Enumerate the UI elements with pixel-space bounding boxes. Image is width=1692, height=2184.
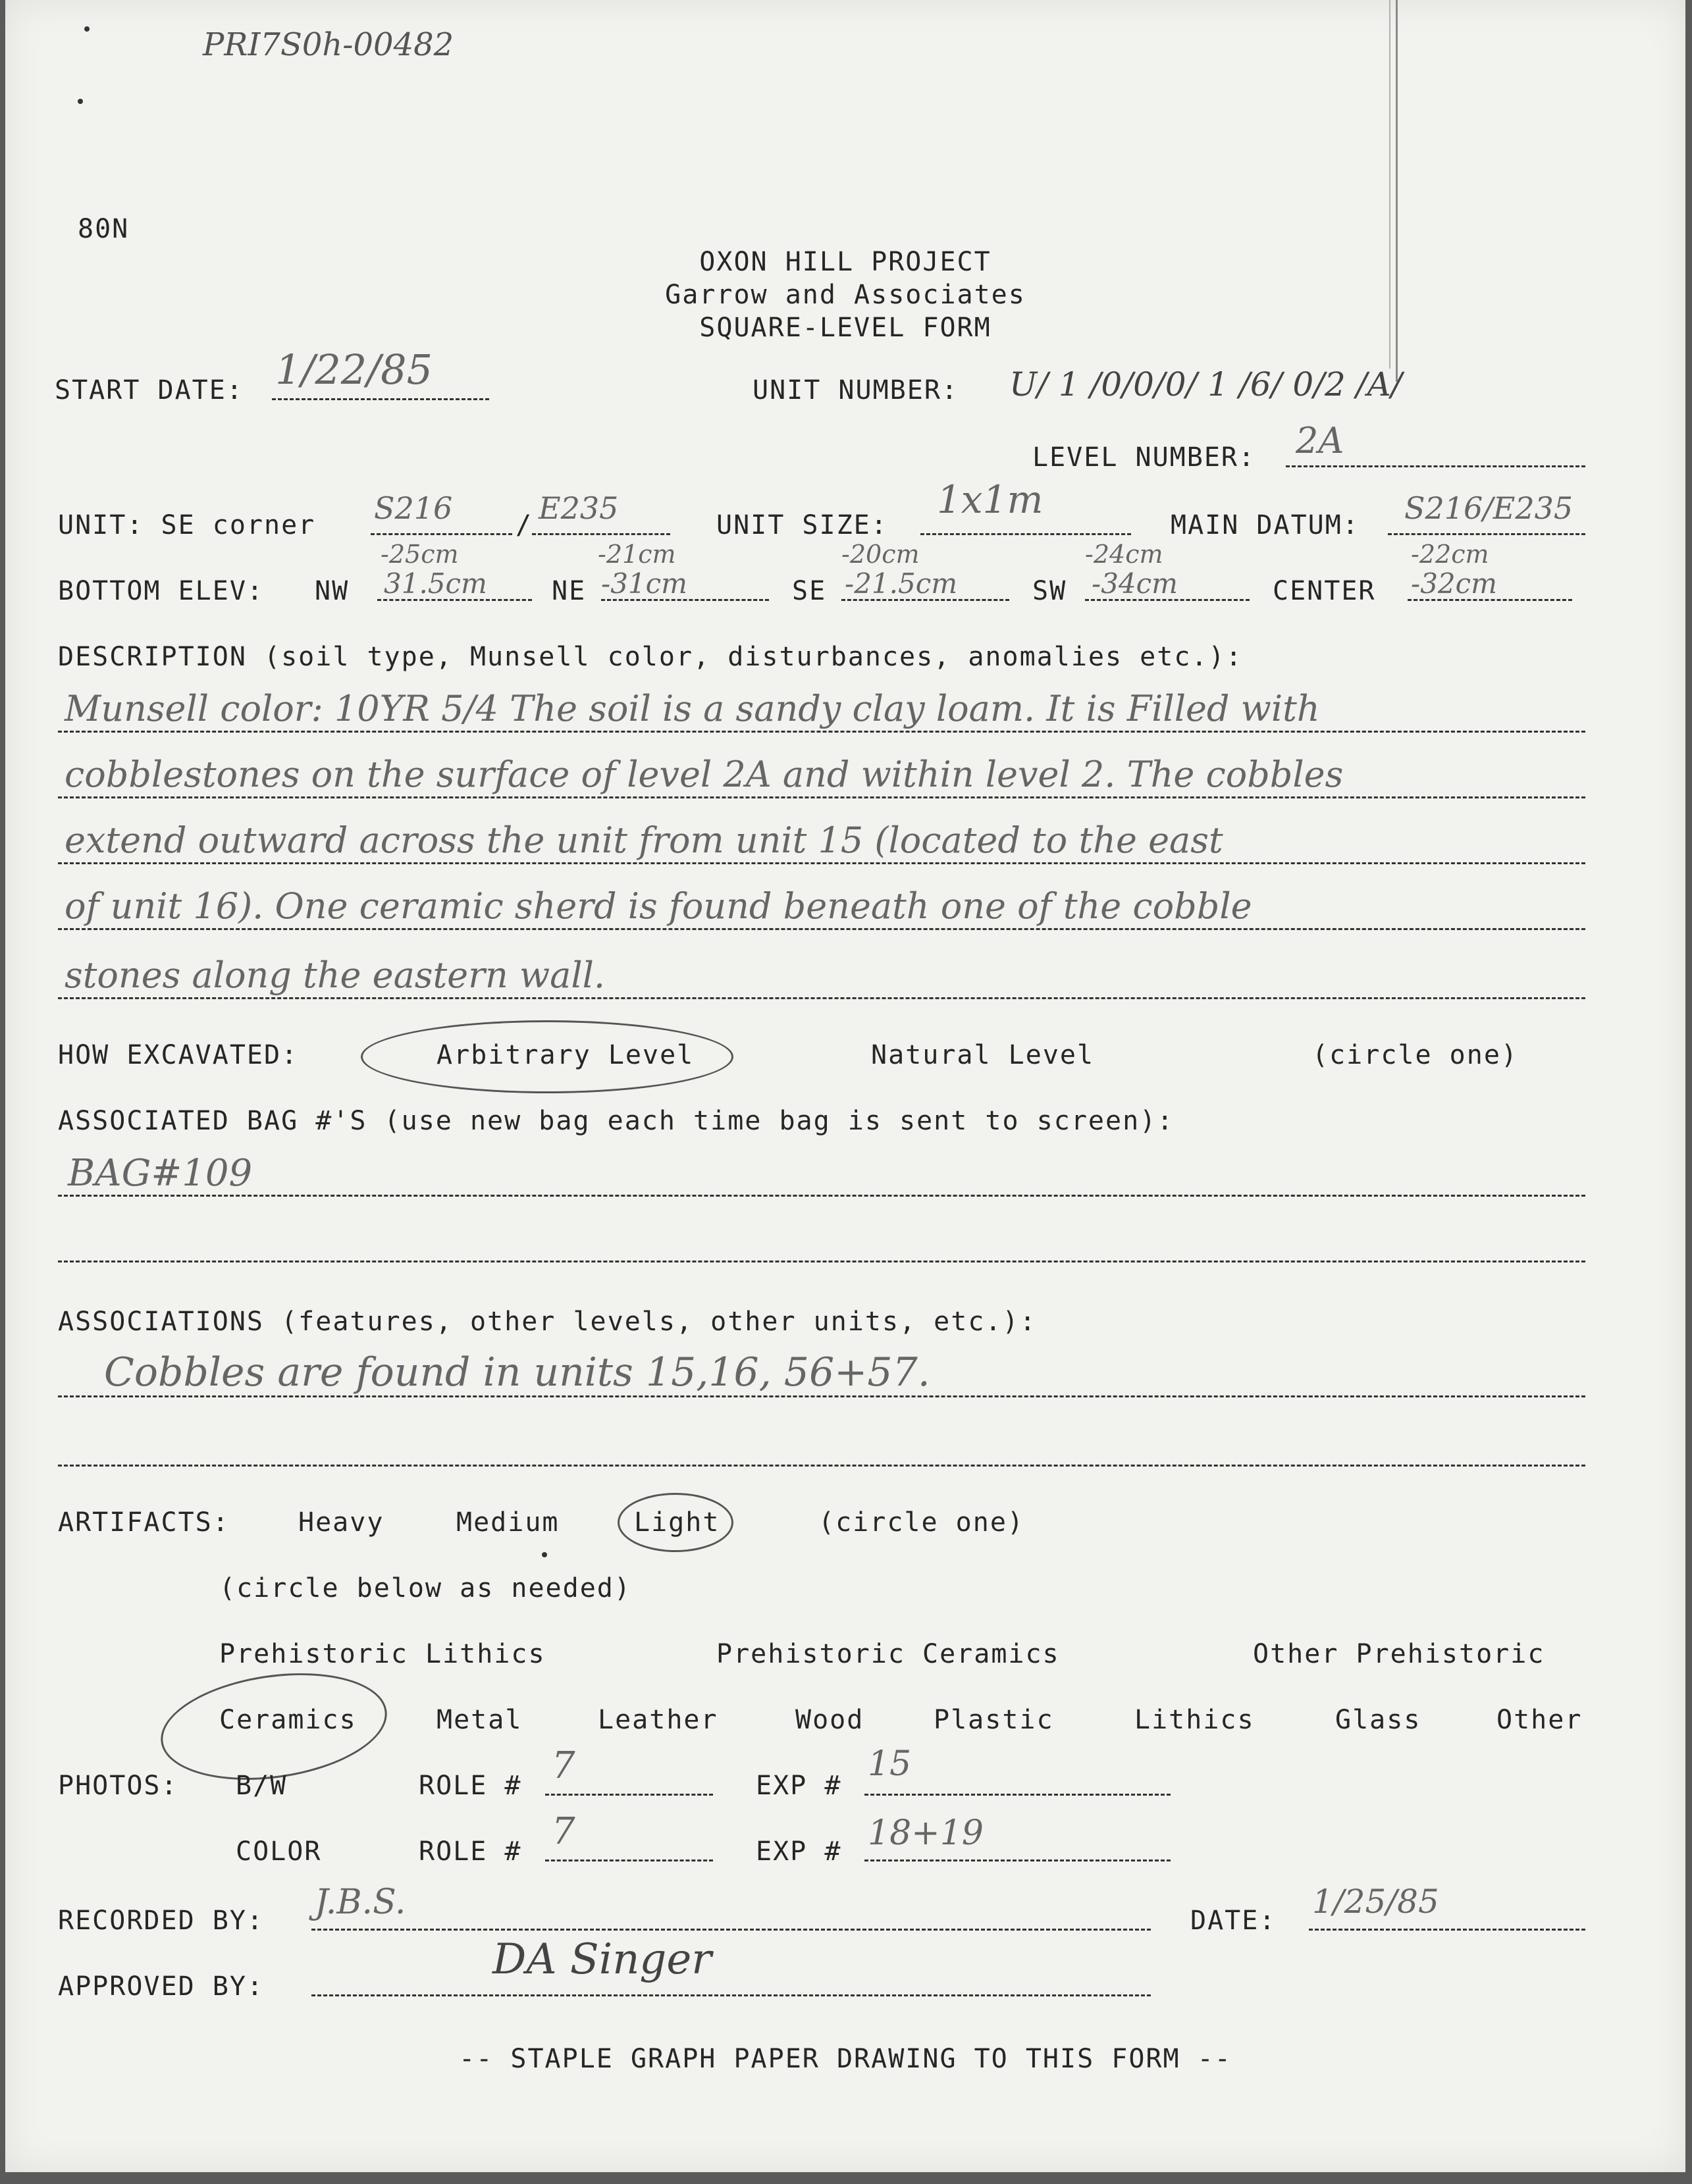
unit-north-line	[371, 533, 512, 535]
bags-label: ASSOCIATED BAG #'S (use new bag each time bag is sent to screen):	[58, 1106, 1175, 1136]
description-text-3[interactable]: extend outward across the unit from unit 15 (located to the east	[65, 819, 1223, 861]
description-line-2	[58, 796, 1585, 798]
company-name: Garrow and Associates	[665, 280, 1026, 310]
start-date-value[interactable]: 1/22/85	[275, 346, 433, 394]
bags-value[interactable]: BAG#109	[68, 1152, 253, 1195]
color-exp-line	[864, 1859, 1171, 1861]
color-exp-label: EXP #	[756, 1836, 842, 1867]
bottom-elev-label: BOTTOM ELEV:	[58, 576, 264, 606]
main-datum-label: MAIN DATUM:	[1171, 510, 1360, 540]
description-text-1[interactable]: Munsell color: 10YR 5/4 The soil is a sandy clay loam. It is Filled with	[65, 688, 1320, 729]
ne-label: NE	[552, 576, 587, 606]
date-value[interactable]: 1/25/85	[1312, 1883, 1439, 1921]
artifacts-label: ARTIFACTS:	[58, 1507, 230, 1538]
form-title: SQUARE-LEVEL FORM	[699, 313, 991, 343]
unit-size-line	[920, 533, 1131, 535]
option-ceramics[interactable]: Ceramics	[219, 1705, 357, 1735]
approved-by-label: APPROVED BY:	[58, 1971, 264, 2002]
bw-exp-label: EXP #	[756, 1771, 842, 1801]
color-role-label: ROLE #	[419, 1836, 522, 1867]
option-plastic[interactable]: Plastic	[934, 1705, 1054, 1735]
bw-exp-line	[864, 1794, 1171, 1796]
recorded-by-label: RECORDED BY:	[58, 1906, 264, 1936]
option-arbitrary-level[interactable]: Arbitrary Level	[436, 1040, 695, 1070]
option-wood[interactable]: Wood	[795, 1705, 864, 1735]
bw-role-value[interactable]: 7	[552, 1744, 575, 1787]
ne-value[interactable]: -31cm	[601, 567, 687, 600]
form-page	[5, 0, 1685, 2172]
nw-note: -25cm	[381, 540, 459, 569]
associations-value[interactable]: Cobbles are found in units 15,16, 56+57.	[104, 1349, 930, 1395]
artifacts-heavy[interactable]: Heavy	[298, 1507, 384, 1538]
circle-one-note: (circle one)	[1312, 1040, 1518, 1070]
option-lithics[interactable]: Lithics	[1134, 1705, 1255, 1735]
unit-number-label: UNIT NUMBER:	[753, 375, 959, 405]
ink-dot	[84, 26, 90, 32]
bw-role-label: ROLE #	[419, 1771, 522, 1801]
option-prehistoric-ceramics[interactable]: Prehistoric Ceramics	[716, 1639, 1060, 1669]
ink-dot	[78, 99, 83, 104]
description-line-3	[58, 862, 1585, 864]
artifacts-light[interactable]: Light	[634, 1507, 720, 1538]
description-line-4	[58, 928, 1585, 930]
center-value[interactable]: -32cm	[1411, 567, 1497, 600]
center-note: -22cm	[1411, 540, 1489, 569]
option-leather[interactable]: Leather	[598, 1705, 718, 1735]
unit-east-value[interactable]: E235	[539, 490, 619, 526]
description-label: DESCRIPTION (soil type, Munsell color, disturbances, anomalies etc.):	[58, 642, 1243, 672]
bw-exp-value[interactable]: 15	[868, 1744, 912, 1784]
description-text-4[interactable]: of unit 16). One ceramic sherd is found beneath one of the cobble	[65, 885, 1252, 927]
how-excavated-label: HOW EXCAVATED:	[58, 1040, 299, 1070]
description-line-1	[58, 731, 1585, 733]
sw-value[interactable]: -34cm	[1092, 567, 1178, 600]
associations-line-2	[58, 1465, 1585, 1467]
color-exp-value[interactable]: 18+19	[868, 1813, 984, 1853]
option-prehistoric-lithics[interactable]: Prehistoric Lithics	[219, 1639, 546, 1669]
approved-by-signature[interactable]: DA Singer	[492, 1935, 712, 1984]
option-other[interactable]: Other	[1496, 1705, 1583, 1735]
se-value[interactable]: -21.5cm	[845, 567, 958, 600]
level-number-label: LEVEL NUMBER:	[1032, 442, 1256, 473]
unit-number-value[interactable]: U/ 1 /0/0/0/ 1 /6/ 0/2 /A/	[1009, 365, 1402, 403]
recorded-by-value[interactable]: J.B.S.	[315, 1883, 406, 1922]
description-text-2[interactable]: cobblestones on the surface of level 2A and within level 2. The cobbles	[65, 754, 1344, 795]
bags-line-2	[58, 1261, 1585, 1262]
option-other-prehistoric[interactable]: Other Prehistoric	[1253, 1639, 1545, 1669]
option-natural-level[interactable]: Natural Level	[871, 1040, 1095, 1070]
nw-label: NW	[315, 576, 350, 606]
sw-label: SW	[1032, 576, 1067, 606]
footer-instruction: -- STAPLE GRAPH PAPER DRAWING TO THIS FORM --	[459, 2044, 1232, 2074]
nw-value[interactable]: 31.5cm	[384, 567, 487, 600]
main-datum-line	[1388, 533, 1585, 535]
se-label: SE	[792, 576, 827, 606]
ne-note: -21cm	[598, 540, 676, 569]
circle-below-note: (circle below as needed)	[219, 1573, 631, 1603]
sw-note: -24cm	[1085, 540, 1163, 569]
associations-label: ASSOCIATIONS (features, other levels, other units, etc.):	[58, 1307, 1037, 1337]
color-role-value[interactable]: 7	[552, 1810, 575, 1853]
unit-east-line	[532, 533, 670, 535]
photos-label: PHOTOS:	[58, 1771, 178, 1801]
photos-bw-label: B/W	[236, 1771, 288, 1801]
associations-line-1	[58, 1395, 1585, 1397]
option-metal[interactable]: Metal	[436, 1705, 523, 1735]
artifacts-medium[interactable]: Medium	[456, 1507, 560, 1538]
photos-color-label: COLOR	[236, 1836, 322, 1867]
document-id: PRI7S0h-00482	[203, 26, 454, 63]
date-line	[1309, 1929, 1585, 1931]
unit-north-value[interactable]: S216	[374, 490, 453, 526]
ink-dot	[542, 1552, 547, 1557]
corner-note: 80N	[78, 214, 130, 244]
option-glass[interactable]: Glass	[1335, 1705, 1421, 1735]
unit-corner-label: UNIT: SE corner	[58, 510, 316, 540]
level-number-value[interactable]: 2A	[1296, 420, 1344, 461]
project-title: OXON HILL PROJECT	[699, 247, 991, 277]
level-number-line	[1286, 465, 1585, 467]
approved-by-line	[311, 1994, 1151, 1996]
start-date-line	[272, 398, 489, 400]
center-label: CENTER	[1273, 576, 1376, 606]
description-text-5[interactable]: stones along the eastern wall.	[65, 954, 606, 996]
date-label: DATE:	[1190, 1906, 1277, 1936]
main-datum-value[interactable]: S216/E235	[1404, 490, 1573, 526]
start-date-label: START DATE:	[55, 375, 244, 405]
unit-size-value[interactable]: 1x1m	[937, 477, 1044, 522]
se-note: -20cm	[841, 540, 920, 569]
bw-role-line	[545, 1794, 713, 1796]
unit-size-label: UNIT SIZE:	[716, 510, 888, 540]
artifacts-circle-one-note: (circle one)	[818, 1507, 1024, 1538]
unit-slash: /	[516, 510, 533, 540]
recorded-by-line	[311, 1929, 1151, 1931]
color-role-line	[545, 1859, 713, 1861]
bags-line-1	[58, 1195, 1585, 1197]
description-line-5	[58, 997, 1585, 999]
